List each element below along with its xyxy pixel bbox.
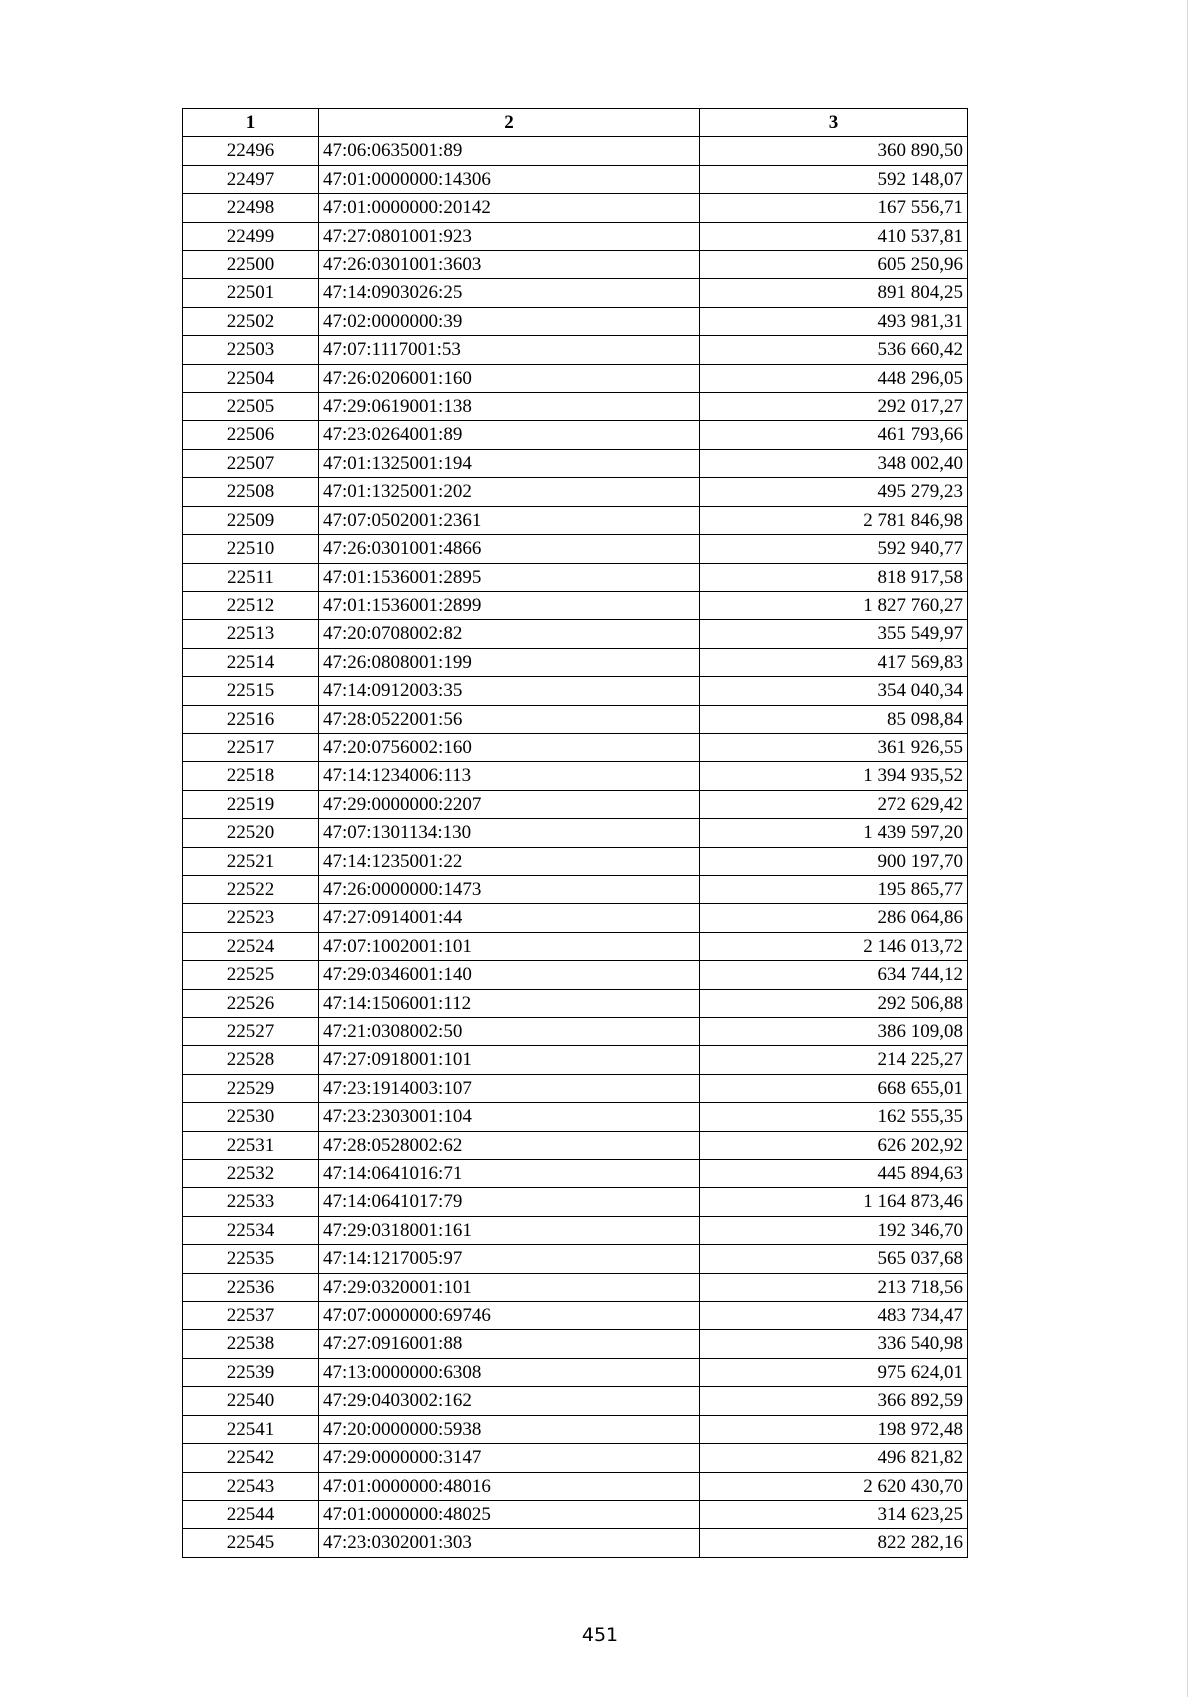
cadastral-number-cell: 47:23:2303001:104 — [319, 1103, 700, 1131]
value-cell: 286 064,86 — [700, 904, 968, 932]
table-container — [182, 108, 967, 1558]
table-row — [183, 762, 968, 790]
value-cell: 386 109,08 — [700, 1018, 968, 1046]
cadastral-number-cell: 47:06:0635001:89 — [319, 137, 700, 165]
row-number-cell: 22520 — [183, 819, 319, 847]
cadastral-number-cell: 47:26:0206001:160 — [319, 364, 700, 392]
row-number-cell: 22542 — [183, 1444, 319, 1472]
row-number-cell: 22514 — [183, 648, 319, 676]
value-cell: 536 660,42 — [700, 336, 968, 364]
row-number-cell: 22539 — [183, 1358, 319, 1386]
table-row — [183, 478, 968, 506]
row-number-cell: 22507 — [183, 449, 319, 477]
table-row — [183, 819, 968, 847]
table-row — [183, 932, 968, 960]
row-number-cell: 22545 — [183, 1529, 319, 1557]
table-row — [183, 1302, 968, 1330]
value-cell: 214 225,27 — [700, 1046, 968, 1074]
row-number-cell: 22541 — [183, 1415, 319, 1443]
row-number-cell: 22534 — [183, 1216, 319, 1244]
table-row — [183, 961, 968, 989]
cadastral-number-cell: 47:26:0301001:3603 — [319, 251, 700, 279]
value-cell: 2 146 013,72 — [700, 932, 968, 960]
data-table — [182, 108, 968, 1558]
value-cell: 292 017,27 — [700, 393, 968, 421]
table-row — [183, 1216, 968, 1244]
row-number-cell: 22496 — [183, 137, 319, 165]
row-number-cell: 22502 — [183, 307, 319, 335]
value-cell: 360 890,50 — [700, 137, 968, 165]
cadastral-number-cell: 47:14:1217005:97 — [319, 1245, 700, 1273]
cadastral-number-cell: 47:07:1002001:101 — [319, 932, 700, 960]
table-row — [183, 1330, 968, 1358]
table-row — [183, 222, 968, 250]
value-cell: 272 629,42 — [700, 790, 968, 818]
column-header-3: 3 — [700, 109, 968, 137]
table-row — [183, 336, 968, 364]
cadastral-number-cell: 47:07:0000000:69746 — [319, 1302, 700, 1330]
table-row — [183, 1103, 968, 1131]
row-number-cell: 22501 — [183, 279, 319, 307]
row-number-cell: 22521 — [183, 847, 319, 875]
cadastral-number-cell: 47:14:1234006:113 — [319, 762, 700, 790]
table-row — [183, 1160, 968, 1188]
value-cell: 361 926,55 — [700, 733, 968, 761]
row-number-cell: 22511 — [183, 563, 319, 591]
cadastral-number-cell: 47:14:1235001:22 — [319, 847, 700, 875]
value-cell: 2 620 430,70 — [700, 1472, 968, 1500]
table-row — [183, 1018, 968, 1046]
cadastral-number-cell: 47:14:1506001:112 — [319, 989, 700, 1017]
value-cell: 355 549,97 — [700, 620, 968, 648]
value-cell: 592 148,07 — [700, 165, 968, 193]
value-cell: 292 506,88 — [700, 989, 968, 1017]
row-number-cell: 22504 — [183, 364, 319, 392]
table-row — [183, 1074, 968, 1102]
cadastral-number-cell: 47:29:0320001:101 — [319, 1273, 700, 1301]
row-number-cell: 22506 — [183, 421, 319, 449]
row-number-cell: 22527 — [183, 1018, 319, 1046]
table-row — [183, 790, 968, 818]
value-cell: 626 202,92 — [700, 1131, 968, 1159]
value-cell: 85 098,84 — [700, 705, 968, 733]
cadastral-number-cell: 47:01:0000000:48016 — [319, 1472, 700, 1500]
value-cell: 891 804,25 — [700, 279, 968, 307]
cadastral-number-cell: 47:14:0641017:79 — [319, 1188, 700, 1216]
cadastral-number-cell: 47:23:1914003:107 — [319, 1074, 700, 1102]
table-row — [183, 506, 968, 534]
value-cell: 410 537,81 — [700, 222, 968, 250]
cadastral-number-cell: 47:27:0914001:44 — [319, 904, 700, 932]
row-number-cell: 22513 — [183, 620, 319, 648]
value-cell: 162 555,35 — [700, 1103, 968, 1131]
row-number-cell: 22537 — [183, 1302, 319, 1330]
row-number-cell: 22523 — [183, 904, 319, 932]
row-number-cell: 22508 — [183, 478, 319, 506]
table-row — [183, 563, 968, 591]
cadastral-number-cell: 47:01:1325001:202 — [319, 478, 700, 506]
cadastral-number-cell: 47:28:0522001:56 — [319, 705, 700, 733]
cadastral-number-cell: 47:29:0403002:162 — [319, 1387, 700, 1415]
row-number-cell: 22533 — [183, 1188, 319, 1216]
table-row — [183, 1046, 968, 1074]
page-number: 451 — [581, 1624, 619, 1646]
row-number-cell: 22518 — [183, 762, 319, 790]
cadastral-number-cell: 47:01:1325001:194 — [319, 449, 700, 477]
value-cell: 461 793,66 — [700, 421, 968, 449]
row-number-cell: 22540 — [183, 1387, 319, 1415]
row-number-cell: 22526 — [183, 989, 319, 1017]
row-number-cell: 22503 — [183, 336, 319, 364]
value-cell: 314 623,25 — [700, 1500, 968, 1528]
row-number-cell: 22515 — [183, 677, 319, 705]
table-row — [183, 1415, 968, 1443]
table-row — [183, 535, 968, 563]
table-row — [183, 1245, 968, 1273]
row-number-cell: 22510 — [183, 535, 319, 563]
table-row — [183, 904, 968, 932]
table-row — [183, 1472, 968, 1500]
value-cell: 668 655,01 — [700, 1074, 968, 1102]
value-cell: 900 197,70 — [700, 847, 968, 875]
table-row — [183, 364, 968, 392]
row-number-cell: 22499 — [183, 222, 319, 250]
cadastral-number-cell: 47:26:0301001:4866 — [319, 535, 700, 563]
row-number-cell: 22522 — [183, 875, 319, 903]
row-number-cell: 22528 — [183, 1046, 319, 1074]
row-number-cell: 22517 — [183, 733, 319, 761]
cadastral-number-cell: 47:27:0916001:88 — [319, 1330, 700, 1358]
cadastral-number-cell: 47:28:0528002:62 — [319, 1131, 700, 1159]
row-number-cell: 22529 — [183, 1074, 319, 1102]
value-cell: 2 781 846,98 — [700, 506, 968, 534]
value-cell: 493 981,31 — [700, 307, 968, 335]
table-header-row — [183, 109, 968, 137]
table-row — [183, 1188, 968, 1216]
row-number-cell: 22531 — [183, 1131, 319, 1159]
value-cell: 198 972,48 — [700, 1415, 968, 1443]
column-header-1: 1 — [183, 109, 319, 137]
row-number-cell: 22498 — [183, 194, 319, 222]
cadastral-number-cell: 47:14:0912003:35 — [319, 677, 700, 705]
value-cell: 1 439 597,20 — [700, 819, 968, 847]
cadastral-number-cell: 47:20:0000000:5938 — [319, 1415, 700, 1443]
row-number-cell: 22509 — [183, 506, 319, 534]
row-number-cell: 22525 — [183, 961, 319, 989]
table-row — [183, 620, 968, 648]
cadastral-number-cell: 47:20:0756002:160 — [319, 733, 700, 761]
cadastral-number-cell: 47:01:0000000:48025 — [319, 1500, 700, 1528]
value-cell: 445 894,63 — [700, 1160, 968, 1188]
value-cell: 192 346,70 — [700, 1216, 968, 1244]
value-cell: 565 037,68 — [700, 1245, 968, 1273]
table-row — [183, 1500, 968, 1528]
row-number-cell: 22530 — [183, 1103, 319, 1131]
value-cell: 592 940,77 — [700, 535, 968, 563]
cadastral-number-cell: 47:07:0502001:2361 — [319, 506, 700, 534]
table-row — [183, 733, 968, 761]
value-cell: 366 892,59 — [700, 1387, 968, 1415]
table-row — [183, 677, 968, 705]
value-cell: 448 296,05 — [700, 364, 968, 392]
cadastral-number-cell: 47:27:0801001:923 — [319, 222, 700, 250]
cadastral-number-cell: 47:13:0000000:6308 — [319, 1358, 700, 1386]
cadastral-number-cell: 47:14:0903026:25 — [319, 279, 700, 307]
value-cell: 495 279,23 — [700, 478, 968, 506]
cadastral-number-cell: 47:14:0641016:71 — [319, 1160, 700, 1188]
cadastral-number-cell: 47:02:0000000:39 — [319, 307, 700, 335]
table-row — [183, 705, 968, 733]
table-row — [183, 449, 968, 477]
table-row — [183, 1358, 968, 1386]
table-row — [183, 421, 968, 449]
row-number-cell: 22516 — [183, 705, 319, 733]
table-row — [183, 1529, 968, 1557]
value-cell: 348 002,40 — [700, 449, 968, 477]
row-number-cell: 22505 — [183, 393, 319, 421]
table-row — [183, 1387, 968, 1415]
cadastral-number-cell: 47:26:0808001:199 — [319, 648, 700, 676]
cadastral-number-cell: 47:01:1536001:2895 — [319, 563, 700, 591]
table-row — [183, 307, 968, 335]
cadastral-number-cell: 47:07:1117001:53 — [319, 336, 700, 364]
row-number-cell: 22497 — [183, 165, 319, 193]
table-row — [183, 648, 968, 676]
table-row — [183, 1444, 968, 1472]
value-cell: 354 040,34 — [700, 677, 968, 705]
value-cell: 605 250,96 — [700, 251, 968, 279]
table-row — [183, 1273, 968, 1301]
cadastral-number-cell: 47:23:0302001:303 — [319, 1529, 700, 1557]
page-edge-line — [1187, 0, 1188, 1697]
cadastral-number-cell: 47:29:0346001:140 — [319, 961, 700, 989]
row-number-cell: 22500 — [183, 251, 319, 279]
value-cell: 496 821,82 — [700, 1444, 968, 1472]
row-number-cell: 22544 — [183, 1500, 319, 1528]
row-number-cell: 22532 — [183, 1160, 319, 1188]
cadastral-number-cell: 47:20:0708002:82 — [319, 620, 700, 648]
value-cell: 1 164 873,46 — [700, 1188, 968, 1216]
cadastral-number-cell: 47:21:0308002:50 — [319, 1018, 700, 1046]
value-cell: 818 917,58 — [700, 563, 968, 591]
cadastral-number-cell: 47:29:0619001:138 — [319, 393, 700, 421]
table-row — [183, 1131, 968, 1159]
row-number-cell: 22543 — [183, 1472, 319, 1500]
value-cell: 483 734,47 — [700, 1302, 968, 1330]
table-row — [183, 393, 968, 421]
column-header-2: 2 — [319, 109, 700, 137]
row-number-cell: 22519 — [183, 790, 319, 818]
cadastral-number-cell: 47:29:0000000:3147 — [319, 1444, 700, 1472]
cadastral-number-cell: 47:27:0918001:101 — [319, 1046, 700, 1074]
row-number-cell: 22536 — [183, 1273, 319, 1301]
value-cell: 634 744,12 — [700, 961, 968, 989]
cadastral-number-cell: 47:29:0318001:161 — [319, 1216, 700, 1244]
value-cell: 822 282,16 — [700, 1529, 968, 1557]
row-number-cell: 22535 — [183, 1245, 319, 1273]
table-row — [183, 591, 968, 619]
cadastral-number-cell: 47:26:0000000:1473 — [319, 875, 700, 903]
row-number-cell: 22538 — [183, 1330, 319, 1358]
table-row — [183, 137, 968, 165]
value-cell: 195 865,77 — [700, 875, 968, 903]
row-number-cell: 22524 — [183, 932, 319, 960]
table-row — [183, 875, 968, 903]
table-row — [183, 989, 968, 1017]
cadastral-number-cell: 47:29:0000000:2207 — [319, 790, 700, 818]
table-row — [183, 194, 968, 222]
value-cell: 167 556,71 — [700, 194, 968, 222]
value-cell: 1 394 935,52 — [700, 762, 968, 790]
cadastral-number-cell: 47:07:1301134:130 — [319, 819, 700, 847]
table-row — [183, 251, 968, 279]
table-body — [183, 137, 968, 1557]
value-cell: 975 624,01 — [700, 1358, 968, 1386]
table-row — [183, 847, 968, 875]
value-cell: 417 569,83 — [700, 648, 968, 676]
value-cell: 336 540,98 — [700, 1330, 968, 1358]
cadastral-number-cell: 47:01:0000000:14306 — [319, 165, 700, 193]
cadastral-number-cell: 47:01:1536001:2899 — [319, 591, 700, 619]
row-number-cell: 22512 — [183, 591, 319, 619]
value-cell: 213 718,56 — [700, 1273, 968, 1301]
value-cell: 1 827 760,27 — [700, 591, 968, 619]
cadastral-number-cell: 47:01:0000000:20142 — [319, 194, 700, 222]
table-row — [183, 165, 968, 193]
table-row — [183, 279, 968, 307]
cadastral-number-cell: 47:23:0264001:89 — [319, 421, 700, 449]
